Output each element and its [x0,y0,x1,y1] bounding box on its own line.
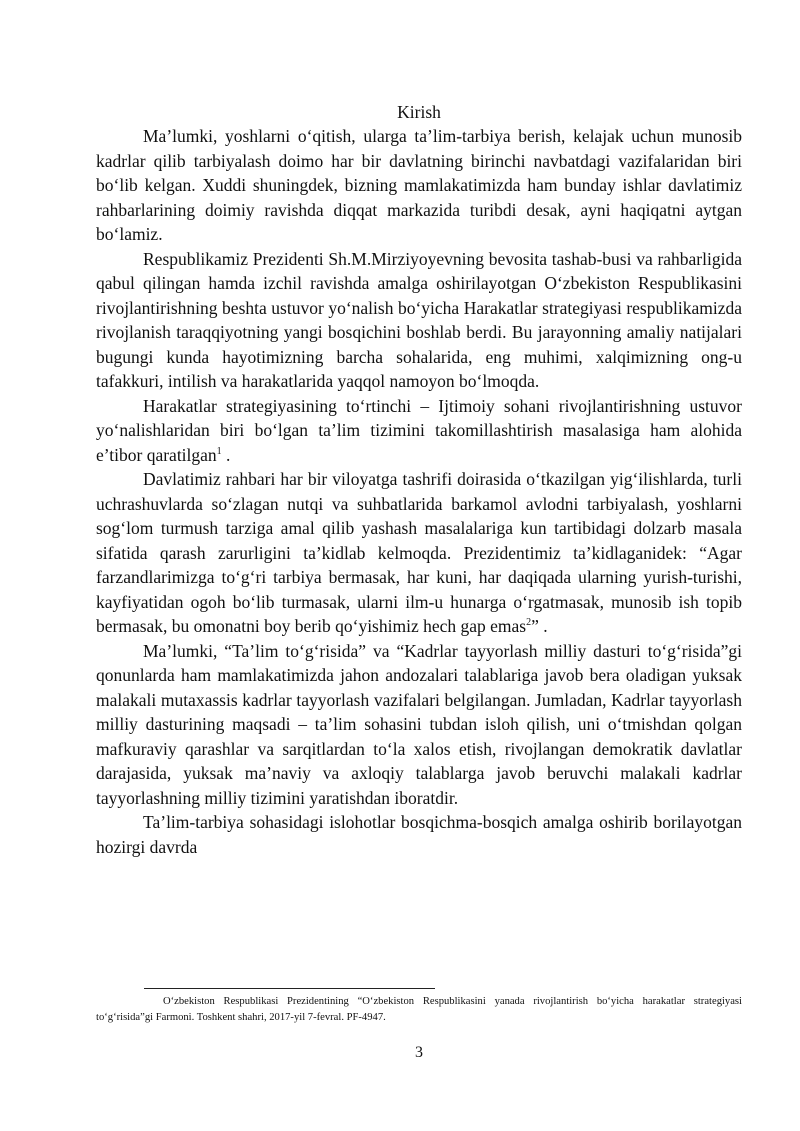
paragraph-1 [96,124,742,247]
paragraph-6-text: Ta’lim-tarbiya sohasidagi islohotlar bosqichma-bosqich amalga oshirib borilayotgan hozirgi davrda [96,812,742,857]
paragraph-4-text: Davlatimiz rahbari har bir viloyatga tashrifi doirasida o‘tkazilgan yig‘ilishlarda, turli uchrashuvlarda so‘zlagan nutqi va suhbatlarida barkamol avlodni tarbiyalash, yoshlarni sog‘lom turmush tarziga amal qilib yashash masalalariga kun tartibidagi dolzarb masala sifatida qarash zarurligini ta’kidlab kelmoqda. Prezidentimiz ta’kidlaganidek: “Agar farzandlarimizga to‘g‘ri tarbiya bermasak, har kuni, har daqiqada ularning yurish-turishi, kayfiyatidan ogoh bo‘lib turmasak, ularni ilm-u hunarga o‘rgatmasak, munosib ish topib bermasak, bu omonatni boy berib qo‘yishimiz hech gap emas [96,469,742,636]
page-title: Kirish [397,102,441,122]
footnote-ref-2: 2 [526,617,532,629]
paragraph-1-text: Ma’lumki, yoshlarni o‘qitish, ularga ta’lim-tarbiya berish, kelajak uchun munosib kadrlar qilib tarbiyalash doimo har bir davlatning birinchi navbatdagi vazifalaridan biri bo‘lib kelgan. Xuddi shuningdek, bizning mamlakatimizda ham bunday ishlar davlatimiz rahbarlarining doimiy ravishda diqqat markazida turibdi desak, ayni haqiqatni aytgan bo‘lamiz. [96,126,742,244]
page-number: 3 [415,1044,423,1061]
paragraph-5 [96,639,742,811]
paragraph-2 [96,247,742,394]
footnote: O‘zbekiston Respublikasi Prezidentining “O‘zbekiston Respublikasini yanada rivojlantirish bo‘yicha harakatlar strategiyasi to‘g‘risida”gi Farmoni. Toshkent shahri, 2017-yil 7-fevral. PF-4947. [96,996,742,1023]
footnote-ref-1: 1 [216,445,222,457]
paragraph-4-suffix: ” . [531,616,548,636]
paragraph-3-suffix: . [221,444,231,465]
paragraph-5-text: Ma’lumki, “Ta’lim to‘g‘risida” va “Kadrlar tayyorlash milliy dasturi to‘g‘risida”gi qonunlarda ham mamlakatimizda jahon andozalari talablariga javob bera oladigan yuksak malakali mutaxassis kadrlar tayyorlash vazifalari belgilangan. Jumladan, Kadrlar tayyorlash milliy dasturining maqsadi – ta’lim sohasini tubdan isloh qilish, uni o‘tmishdan qolgan mafkuraviy qarashlar va sarqitlardan to‘la xalos etish, rivojlangan demokratik davlatlar darajasida, yuksak ma’naviy va axloqiy talablarga javob beruvchi malakali kadrlar tayyorlashning milliy tizimini yaratishdan iboratdir. [96,640,742,808]
paragraph-6 [96,810,742,859]
footnote-separator [144,988,435,989]
paragraph-2-text: Respublikamiz Prezidenti Sh.M.Mirziyoyevning bevosita tashab-busi va rahbarligida qabul qilingan hamda izchil ravishda amalga oshirilayotgan O‘zbekiston Respublikasini rivojlantirishning beshta ustuvor yo‘nalish bo‘yicha Harakatlar strategiyasi respublikamizda rivojlanish taraqqiyotning yangi bosqichini boshlab berdi. Bu jarayonning amaliy natijalari bugungi kunda hayotimizning barcha sohalarida, eng muhimi, xalqimizning ong-u tafakkuri, intilish va harakatlarida yaqqol namoyon bo‘lmoqda. [96,248,742,391]
paragraph-3 [96,394,742,468]
paragraph-4 [96,467,742,639]
paragraph-3-text: Harakatlar strategiyasining to‘rtinchi – Ijtimoiy sohani rivojlantirishning ustuvor yo‘nalishlaridan biri bo‘lgan ta’lim tizimini takomillashtirish masalasiga ham alohida e’tibor qaratilgan [96,395,742,465]
